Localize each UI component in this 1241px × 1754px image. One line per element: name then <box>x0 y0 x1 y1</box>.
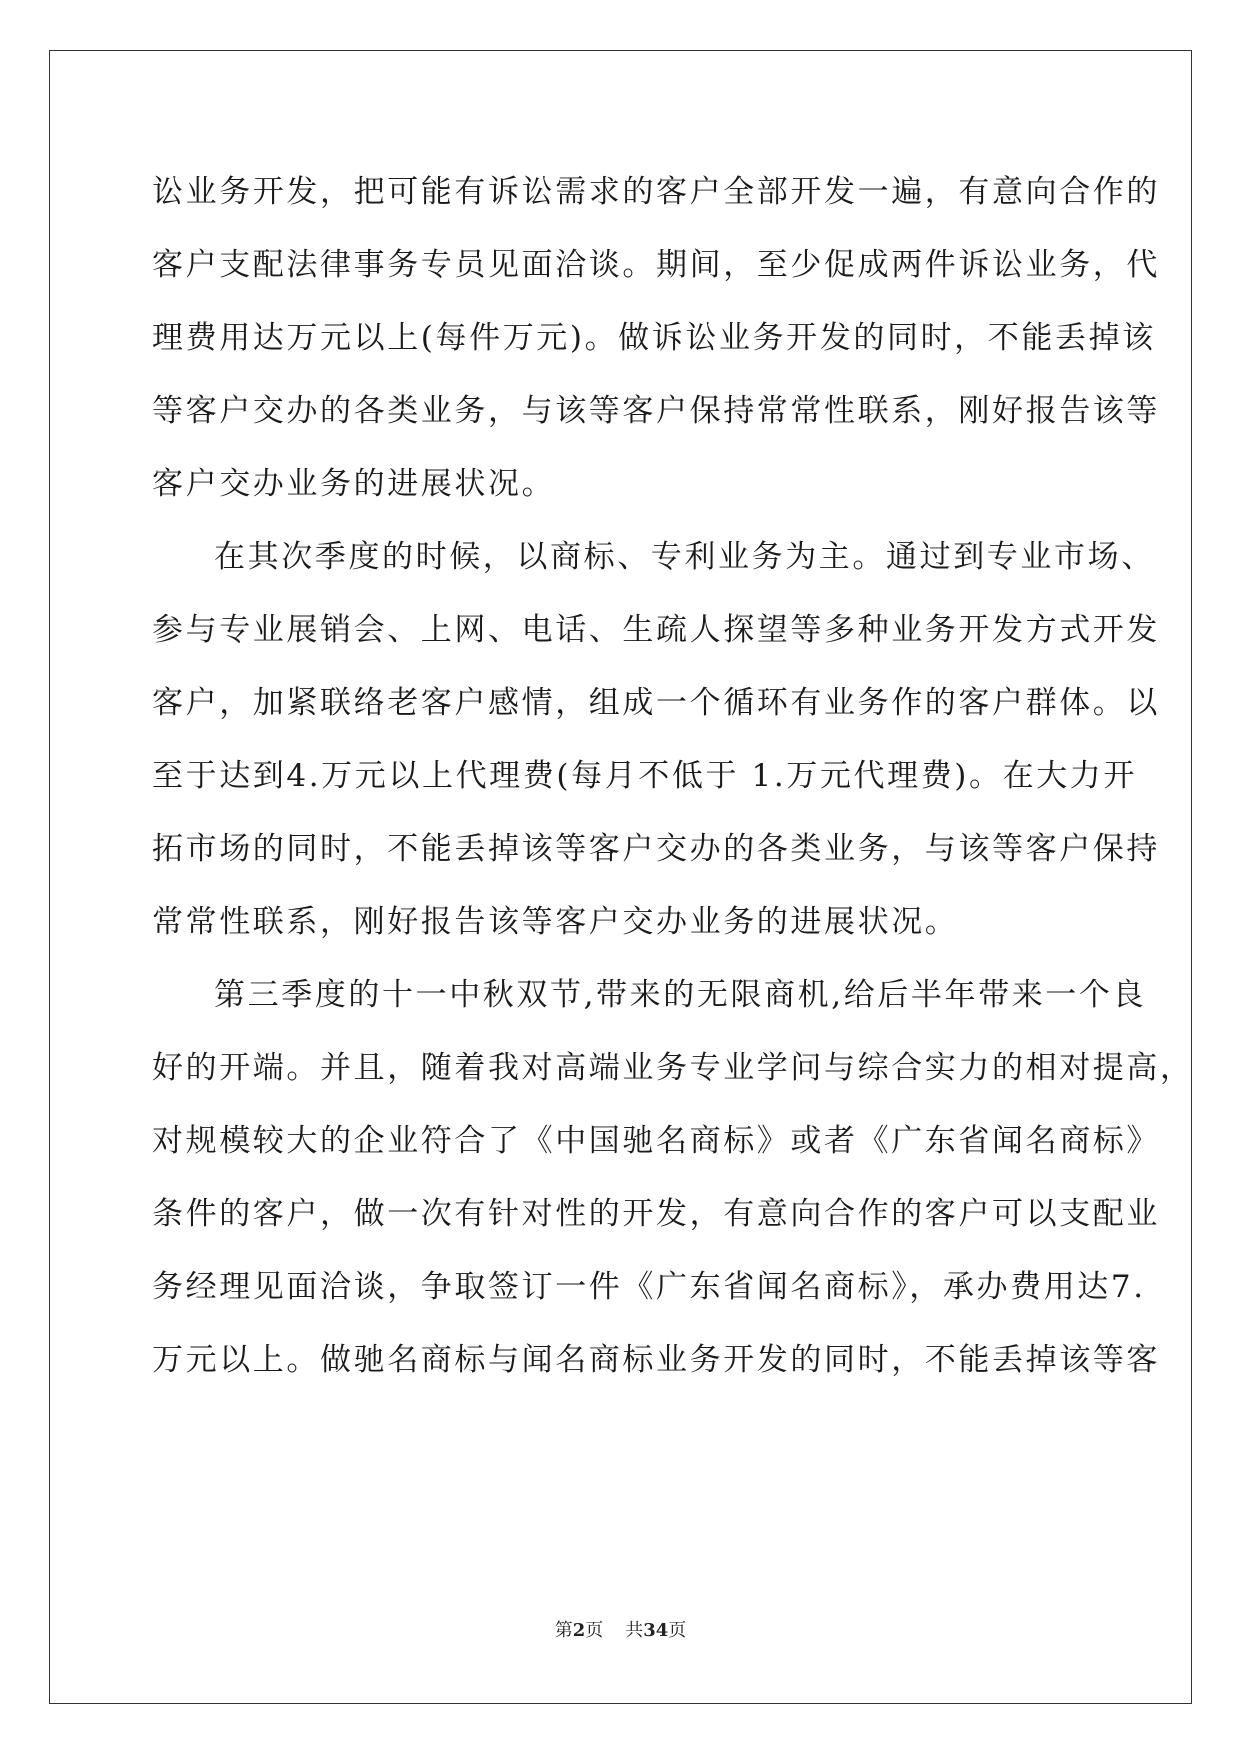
page-footer <box>0 1616 1241 1642</box>
paragraph-first-line: 在其次季度的时候，以商标、专利业务为主。通过到专业市场、 <box>214 539 1155 575</box>
text-line: 客户支配法律事务专员见面洽谈。期间，至少促成两件诉讼业务，代 <box>152 247 1160 283</box>
total-prefix: 共 <box>625 1620 644 1641</box>
total-pages: 34 <box>643 1620 669 1641</box>
page-suffix: 页 <box>585 1620 604 1641</box>
paragraph-first-line: 第三季度的十一中秋双节,带来的无限商机,给后半年带来一个良 <box>214 977 1147 1013</box>
text-line: 拓市场的同时，不能丢掉该等客户交办的各类业务，与该等客户保持 <box>152 831 1160 867</box>
text-line: 客户，加紧联络老客户感情，组成一个循环有业务作的客户群体。以 <box>152 685 1160 721</box>
total-suffix: 页 <box>668 1620 687 1641</box>
text-line: 条件的客户，做一次有针对性的开发，有意向合作的客户可以支配业 <box>152 1196 1160 1232</box>
document-body <box>152 156 1194 1397</box>
text-line: 讼业务开发，把可能有诉讼需求的客户全部开发一遍，有意向合作的 <box>152 174 1160 210</box>
text-line: 客户交办业务的进展状况。 <box>152 466 556 502</box>
text-line: 好的开端。并且，随着我对高端业务专业学问与综合实力的相对提高， <box>152 1050 1194 1086</box>
page-prefix: 第 <box>554 1620 573 1641</box>
text-line: 至于达到4.万元以上代理费(每月不低于 1.万元代理费)。在大力开 <box>152 758 1137 794</box>
text-line: 理费用达万元以上(每件万元)。做诉讼业务开发的同时，不能丢掉该 <box>152 320 1156 356</box>
text-line: 务经理见面洽谈，争取签订一件《广东省闻名商标》，承办费用达7. <box>152 1269 1146 1305</box>
text-line: 常常性联系，刚好报告该等客户交办业务的进展状况。 <box>152 904 959 940</box>
text-line: 等客户交办的各类业务，与该等客户保持常常性联系，刚好报告该等 <box>152 393 1160 429</box>
text-line: 参与专业展销会、上网、电话、生疏人探望等多种业务开发方式开发 <box>152 612 1160 648</box>
page-number: 2 <box>572 1620 586 1641</box>
text-line: 万元以上。做驰名商标与闻名商标业务开发的同时，不能丢掉该等客 <box>152 1342 1160 1378</box>
text-line: 对规模较大的企业符合了《中国驰名商标》或者《广东省闻名商标》 <box>152 1123 1160 1159</box>
